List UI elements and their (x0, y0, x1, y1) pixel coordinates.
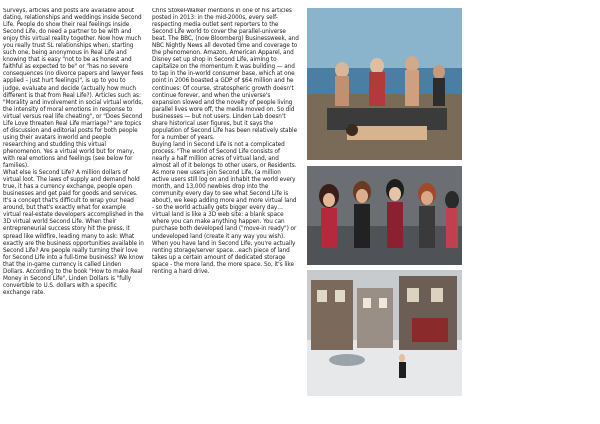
article-column-1: Surveys, articles and posts are available about dating, relationships and weddings inside Second Life. People do show their real feelings inside Second Life, do need a partner to be with and enjoy this virtual reality together. Now how much you really trust SL relationships when, starting such one, being anonymous in Real Life and knowing that is easy "not to be as honest and faithful as expected to be" or "has no severe consequences (no divorce papers and lawyer fees applied – just hurt feelings)", is up to you to judge, evaluate and decide (actually how much different is that from Real Life?). Articles such as: "Morality and involvement in social virtual worlds, the intensity of moral emotions in response to virtual versus real life cheating", or "Does Second Life Love threaten Real Life marriage?" are topics of discussion and editorial posts for both people using their avatars inworld and people researching and studding this virtual phenomenon. Yes a virtual world but for many, with real emotions and feelings (see below for families). What else is Second Life? A million dollars of virtual loot. The laws of supply and demand hold true, it has a currency exchange, people open businesses and get paid for goods and services. It's a concept that's difficult to wrap your head around, but that's exactly what for example virtual real-estate developers accomplished in the 3D virtual world Second Life. When their entrepreneurial success story hit the press, it spread like wildfire, leading many to ask: What exactly are the business opportunities available in Second Life? Are people really turning their love for Second Life into a full-time business? We know that the in-game currency is called Linden Dollars. According to the book "How to make Real Money in Second Life", Linden Dollars is "fully convertible to U.S. dollars with a specific exchange rate. (3, 8, 144, 296)
article-column-2: Chris Stokel-Walker mentions in one of his articles posted in 2013: in the mid-2000s, every self-respecting media outlet sent reporters to the Second Life world to cover the parallel-universe beat. The BBC, (now Bloomberg) Businessweek, and NBC Nightly News all devoted time and coverage to the phenomenon. Amazon, American Apparel, and Disney set up shop in Second Life, aiming to capitalize on the momentum it was building — and to tap in the in-world consumer base, which at one point in 2006 boasted a GDP of $64 million and he continues: Of course, stratospheric growth doesn't continue forever, and when the universe's expansion slowed and the novelty of people living parallel lives wore off, the media moved on. So did businesses — but not users. Linden Lab doesn't share historical user figures, but it says the population of Second Life has been relatively stable for a number of years. Buying land in Second Life is not a complicated process. "The world of Second Life consists of nearly a half million acres of virtual land, and almost all of it belongs to other users, or Residents. As more new users join Second Life, (a million active users still log on and inhabit the world every month, and 13,000 newbies drop into the community every day to see what Second Life is about), we keep adding more and more virtual land - so the world actually gets bigger every day…virtual land is like a 3D web site: a blank space where you can make anything happen. You can purchase both developed land ("move-in ready") or undeveloped land (create it any way you wish). When you have land in Second Life, you're actually renting storage/server space…each piece of land takes up a certain amount of dedicated storage space - the more land, the more space. So, it's like renting a hard drive. (152, 8, 299, 275)
beach-avatars-photo (307, 8, 462, 160)
winter-street-photo (307, 270, 462, 396)
avatar-group-photo (307, 166, 462, 265)
